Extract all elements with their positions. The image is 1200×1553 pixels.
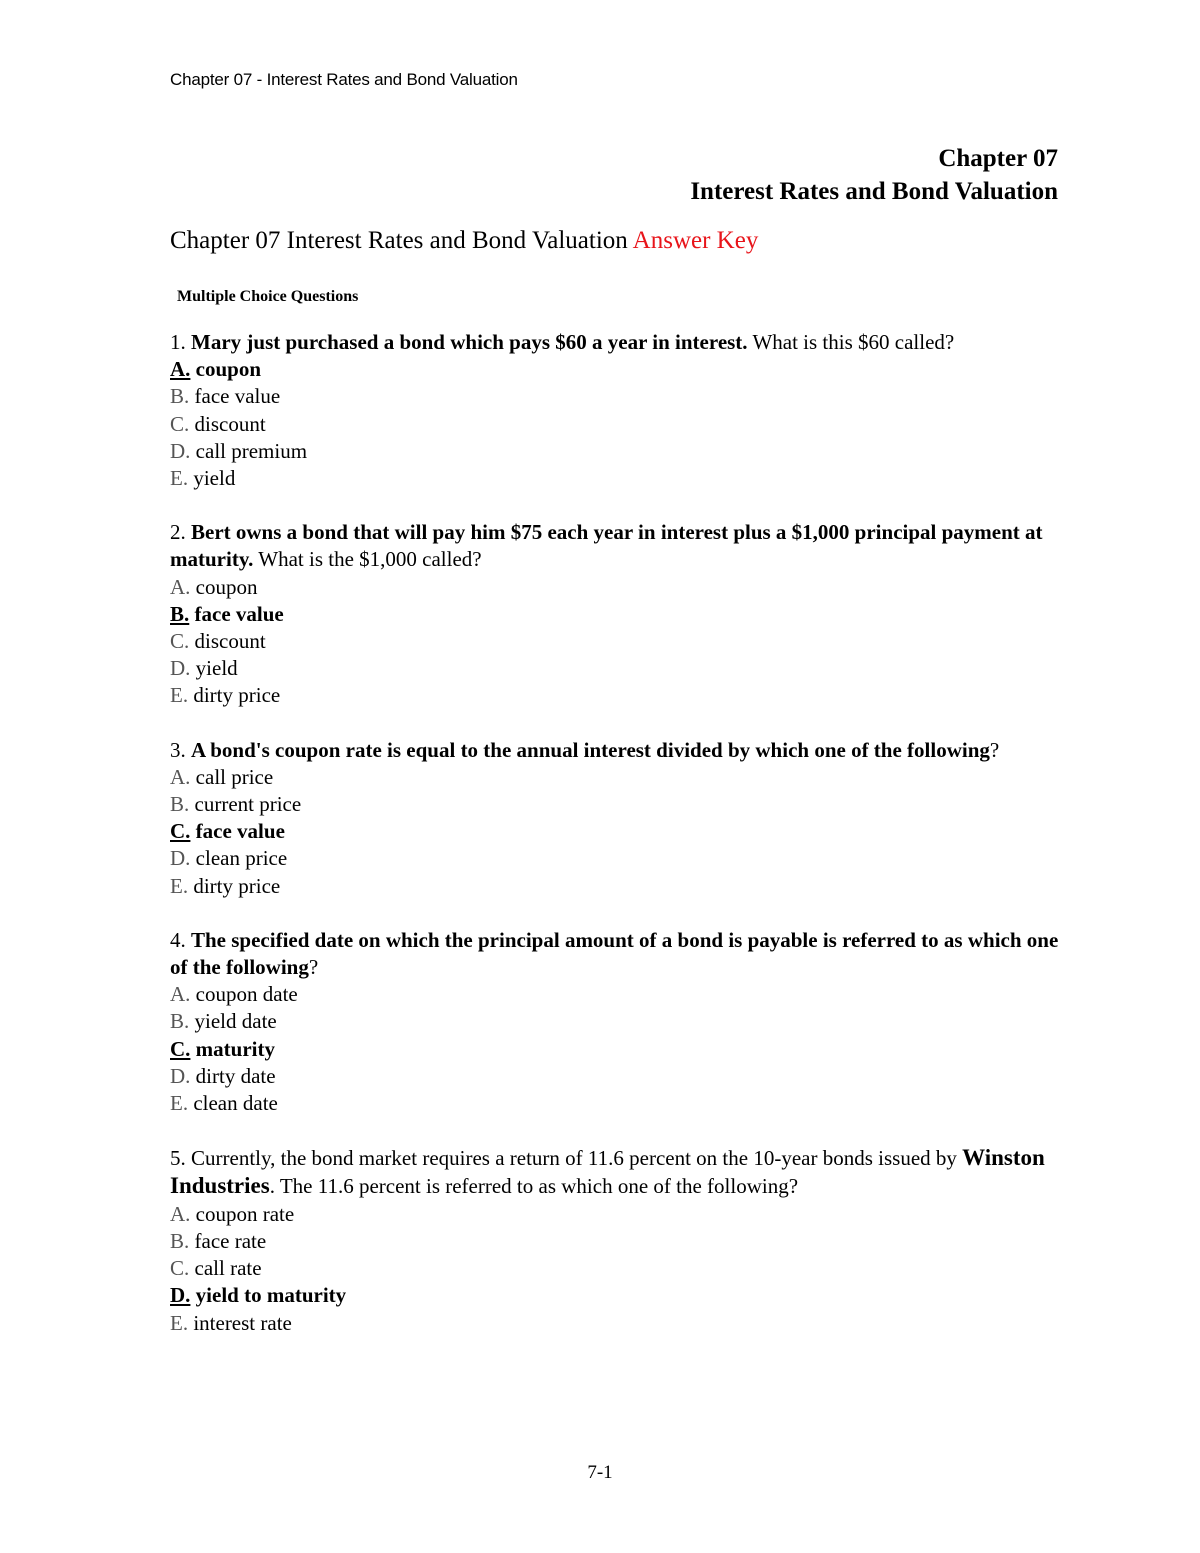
- option-e: [170, 873, 1070, 900]
- heading-text: Chapter 07 Interest Rates and Bond Valuation: [170, 227, 628, 254]
- option-letter: A.: [170, 982, 191, 1007]
- option-letter: D.: [170, 656, 191, 681]
- option-c-correct: [170, 818, 1070, 845]
- question-number: 1.: [170, 330, 186, 354]
- option-c-correct: [170, 1036, 1070, 1063]
- option-a: [170, 1201, 1070, 1228]
- question-2: [170, 519, 1070, 709]
- option-e: [170, 1090, 1070, 1117]
- option-c: [170, 411, 1070, 438]
- option-text: coupon: [195, 357, 262, 382]
- option-letter: D.: [170, 1063, 191, 1088]
- option-d: [170, 1063, 1070, 1090]
- option-b: [170, 383, 1070, 410]
- option-text: face rate: [194, 1228, 267, 1253]
- option-e: [170, 682, 1070, 709]
- option-text: call premium: [195, 438, 308, 463]
- title-block: [690, 142, 1058, 208]
- option-d-correct: [170, 1282, 1070, 1309]
- question-plain-text: What is the $1,000 called?: [258, 547, 482, 572]
- company-name: Winston Industries: [170, 1145, 1045, 1199]
- option-letter: B.: [170, 384, 190, 409]
- page-number: 7-1: [587, 1462, 613, 1483]
- option-b: [170, 1228, 1070, 1255]
- question-3: [170, 737, 1070, 900]
- option-letter: D.: [170, 438, 191, 463]
- option-letter: C.: [170, 1256, 190, 1281]
- option-text: coupon date: [195, 982, 298, 1007]
- option-d: [170, 438, 1070, 465]
- question-number: 2.: [170, 520, 186, 545]
- option-text: dirty price: [193, 683, 281, 708]
- option-b: [170, 1008, 1070, 1035]
- option-text: clean price: [195, 846, 288, 871]
- chapter-title: Interest Rates and Bond Valuation: [690, 178, 1058, 205]
- option-text: call rate: [194, 1256, 262, 1281]
- question-stem: [170, 329, 1070, 356]
- option-a: [170, 981, 1070, 1008]
- option-text: coupon rate: [195, 1201, 295, 1226]
- option-letter: B.: [170, 601, 190, 626]
- option-text: current price: [194, 792, 302, 817]
- option-letter: C.: [170, 411, 190, 436]
- option-letter: E.: [170, 873, 189, 898]
- question-stem: [170, 1144, 1070, 1200]
- option-letter: E.: [170, 683, 189, 708]
- option-c: [170, 1255, 1070, 1282]
- option-letter: E.: [170, 1310, 189, 1335]
- option-text: yield to maturity: [195, 1283, 347, 1308]
- question-number: 4.: [170, 927, 186, 952]
- option-text: yield date: [194, 1009, 277, 1034]
- option-a: [170, 574, 1070, 601]
- question-stem: [170, 927, 1070, 981]
- option-letter: C.: [170, 1036, 191, 1061]
- question-list: [170, 329, 1070, 1337]
- option-b-correct: [170, 601, 1070, 628]
- document-heading: [170, 225, 758, 257]
- question-bold-text: Mary just purchased a bond which pays $60 a year in interest.: [191, 330, 748, 354]
- option-text: yield: [193, 466, 236, 491]
- option-text: coupon: [195, 574, 258, 599]
- option-letter: E.: [170, 466, 189, 491]
- question-bold-text: The specified date on which the principal amount of a bond is payable is referred to as which one of the following: [170, 927, 1059, 980]
- question-plain-text: ?: [989, 737, 1000, 762]
- question-bold-text: Bert owns a bond that will pay him $75 each year in interest plus a $1,000 principal payment at maturity.: [170, 520, 1043, 572]
- option-e: [170, 465, 1070, 492]
- option-a: [170, 764, 1070, 791]
- option-letter: A.: [170, 574, 191, 599]
- option-letter: B.: [170, 792, 190, 817]
- option-d: [170, 845, 1070, 872]
- option-a-correct: [170, 356, 1070, 383]
- option-text: dirty price: [193, 873, 281, 898]
- option-text: maturity: [195, 1036, 275, 1061]
- option-d: [170, 655, 1070, 682]
- question-plain-text: ?: [308, 955, 319, 980]
- option-letter: B.: [170, 1228, 190, 1253]
- option-text: dirty date: [195, 1063, 276, 1088]
- option-text: call price: [195, 764, 274, 789]
- question-plain-text: . The 11.6 percent is referred to as which one of the following?: [269, 1174, 799, 1199]
- option-letter: D.: [170, 1283, 191, 1308]
- option-letter: B.: [170, 1009, 190, 1034]
- option-letter: C.: [170, 629, 190, 654]
- option-text: yield: [195, 656, 238, 681]
- option-letter: A.: [170, 357, 191, 382]
- option-text: discount: [194, 629, 266, 654]
- answer-key-label: Answer Key: [632, 227, 759, 254]
- option-letter: C.: [170, 819, 191, 844]
- option-c: [170, 628, 1070, 655]
- option-text: face value: [194, 384, 281, 409]
- section-label: Multiple Choice Questions: [177, 288, 359, 305]
- question-number: 5.: [170, 1146, 186, 1171]
- option-b: [170, 791, 1070, 818]
- running-header: Chapter 07 - Interest Rates and Bond Valuation: [170, 70, 518, 89]
- option-text: clean date: [193, 1091, 278, 1116]
- option-letter: E.: [170, 1091, 189, 1116]
- question-plain-text: What is this $60 called?: [752, 330, 955, 354]
- question-number: 3.: [170, 737, 186, 762]
- option-text: face value: [195, 819, 285, 844]
- option-text: face value: [194, 601, 284, 626]
- question-1: [170, 329, 1070, 492]
- option-letter: A.: [170, 1201, 191, 1226]
- question-stem: [170, 519, 1070, 573]
- question-5: [170, 1144, 1070, 1336]
- question-bold-text: A bond's coupon rate is equal to the annual interest divided by which one of the following: [191, 737, 990, 762]
- question-stem: [170, 737, 1070, 764]
- option-letter: D.: [170, 846, 191, 871]
- option-letter: A.: [170, 764, 191, 789]
- question-intro-text: Currently, the bond market requires a return of 11.6 percent on the 10-year bonds issued by: [191, 1146, 957, 1171]
- chapter-number: Chapter 07: [938, 145, 1058, 172]
- option-text: interest rate: [193, 1310, 292, 1335]
- option-e: [170, 1310, 1070, 1337]
- option-text: discount: [194, 411, 266, 436]
- question-4: [170, 927, 1070, 1117]
